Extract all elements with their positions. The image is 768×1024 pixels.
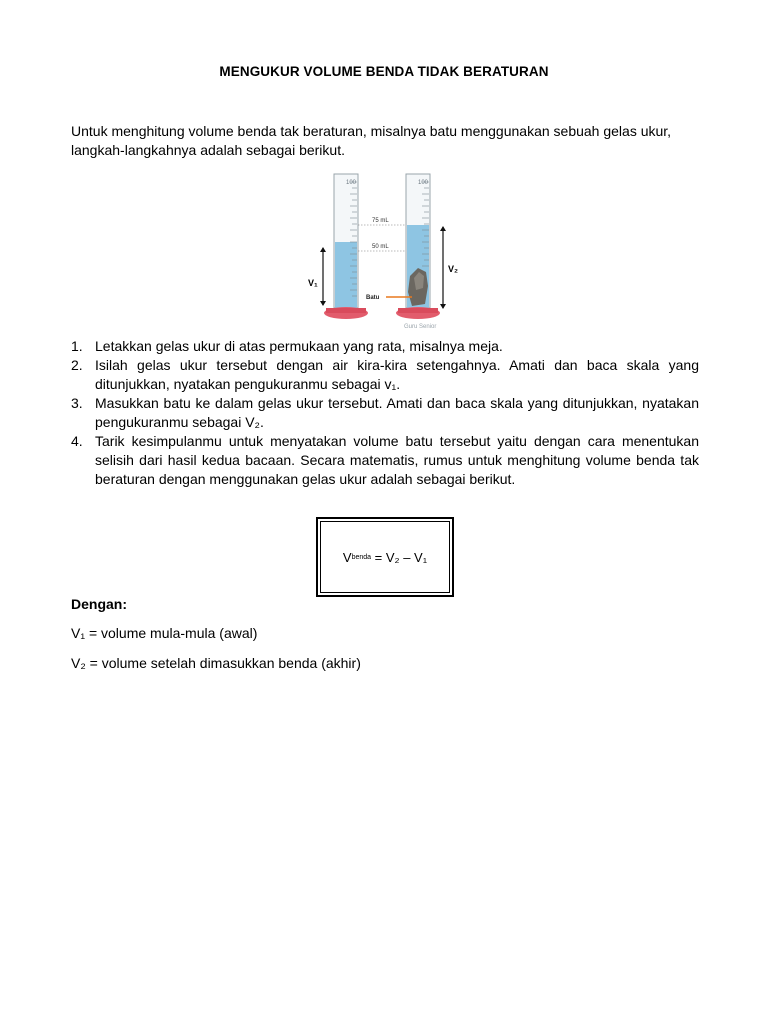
intro-paragraph: Untuk menghitung volume benda tak beraturan, misalnya batu menggunakan sebuah gelas ukur, langkah-langkahnya adalah sebagai berikut. xyxy=(71,123,672,158)
definition-v1: V₁ = volume mula-mula (awal) xyxy=(71,625,258,641)
list-item xyxy=(71,394,699,432)
step-number: 1. xyxy=(71,338,83,354)
steps-list xyxy=(71,337,699,489)
step-text: Masukkan batu ke dalam gelas ukur tersebut. Amati dan baca skala yang ditunjukkan, nyatakan pengukuranmu sebagai V₂. xyxy=(95,395,699,430)
page-title: MENGUKUR VOLUME BENDA TIDAK BERATURAN xyxy=(219,64,549,79)
step-number: 3. xyxy=(71,395,83,411)
formula xyxy=(320,521,450,593)
cylinder-v1 xyxy=(324,174,368,319)
label-v2: V₂ xyxy=(448,264,459,274)
measuring-cylinder-figure xyxy=(300,168,470,330)
step-text: Letakkan gelas ukur di atas permukaan yang rata, misalnya meja. xyxy=(95,338,503,354)
formula-rhs: = V₂ – V₁ xyxy=(374,549,428,565)
list-item xyxy=(71,356,699,394)
formula-lhs: V xyxy=(342,549,352,565)
dengan-heading: Dengan: xyxy=(71,596,127,612)
watermark: Guru Senior xyxy=(404,324,437,330)
water-v1 xyxy=(335,242,357,308)
step-text: Isilah gelas ukur tersebut dengan air kira-kira setengahnya. Amati dan baca skala yang ditunjukkan, nyatakan pengukuranmu sebagai v₁. xyxy=(95,357,699,392)
list-item xyxy=(71,432,699,489)
definition-v2: V₂ = volume setelah dimasukkan benda (akhir) xyxy=(71,655,361,671)
label-50ml: 50 mL xyxy=(372,244,389,250)
formula-lhs-sub: benda xyxy=(351,553,372,561)
step-text: Tarik kesimpulanmu untuk menyatakan volume batu tersebut yaitu dengan cara menentukan selisih dari hasil kedua bacaan. Secara matematis, rumus untuk menghitung volume benda tak beraturan dengan menggunakan gelas ukur adalah sebagai berikut. xyxy=(95,433,699,487)
v1-arrow xyxy=(320,247,326,306)
list-item xyxy=(71,337,699,356)
scale-label-v2: 100 xyxy=(418,180,429,186)
label-batu: Batu xyxy=(366,295,380,301)
formula-box xyxy=(316,517,454,597)
scale-label-v1: 100 xyxy=(346,180,357,186)
step-number: 2. xyxy=(71,357,83,373)
v2-arrow xyxy=(440,226,446,309)
label-v1: V₁ xyxy=(308,278,318,288)
label-75ml: 75 mL xyxy=(372,218,389,224)
step-number: 4. xyxy=(71,433,83,449)
